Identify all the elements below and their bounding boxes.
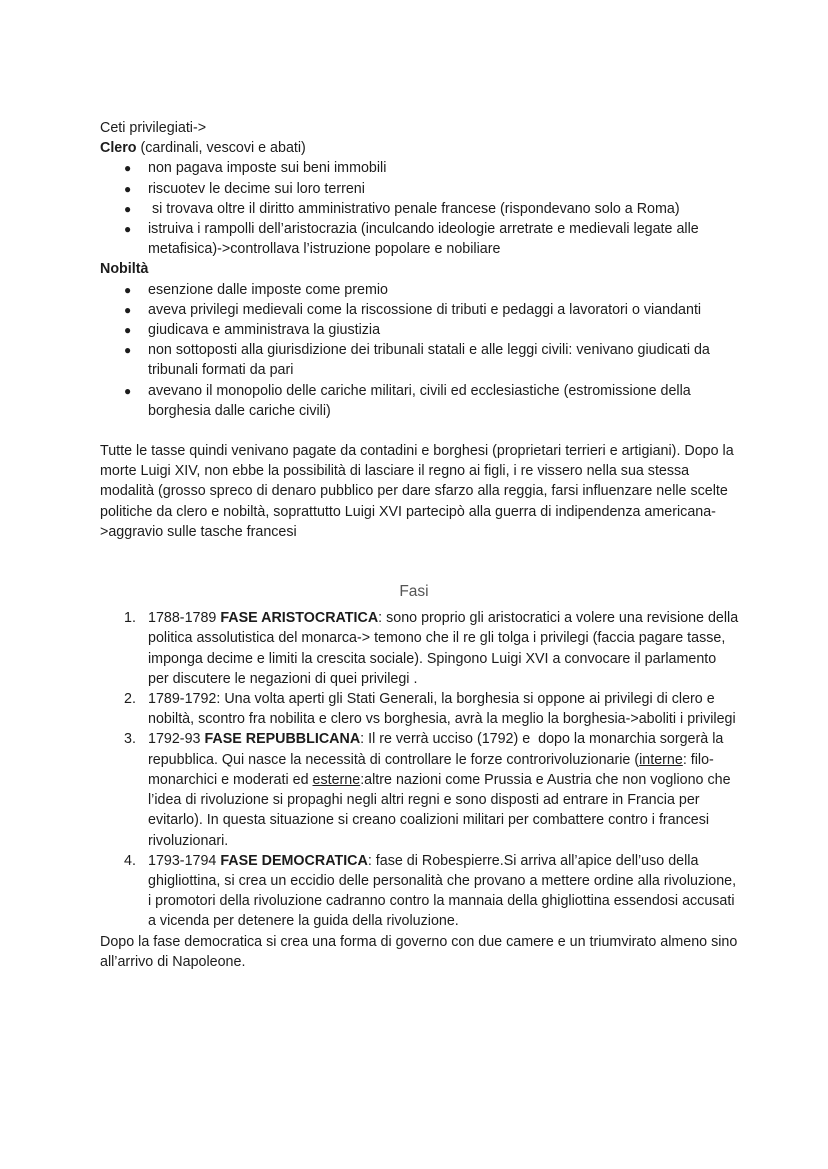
clero-heading	[100, 138, 740, 158]
phase-name: FASE REPUBBLICANA	[204, 731, 361, 748]
phase-date: 1792-93	[148, 731, 205, 748]
list-item	[100, 199, 740, 219]
document-page	[100, 118, 740, 972]
list-item	[100, 280, 740, 300]
list-item	[100, 158, 740, 178]
phase-text: : filo-monarchici e moderati ed	[148, 751, 714, 788]
bullet-icon: ●	[124, 302, 132, 317]
clero-subtitle: (cardinali, vescovi e abati)	[136, 140, 306, 157]
list-item-text: non pagava imposte sui beni immobili	[148, 160, 387, 177]
phase-date: 1788-1789	[148, 610, 221, 627]
list-item	[100, 320, 740, 340]
phase-name: FASE ARISTOCRATICA	[220, 610, 379, 627]
phase-text: : fase di Robespierre.Si arriva all’apice dell’uso della ghigliottina, si crea un eccidio delle personalità che provano a mettere ordine alla rivoluzione, i promotori della rivoluzione cadranno contro la mannaia della ghigliottina essendosi accusati a vicenda per detenere la guida della rivoluzione.	[148, 852, 737, 930]
bullet-icon: ●	[124, 181, 132, 196]
list-number: 4.	[124, 852, 136, 869]
phase-text: : Il re verrà ucciso (1792) e dopo la monarchia sorgerà la repubblica. Qui nasce la necessità di controllare le forze controrivoluzionarie (	[148, 731, 728, 768]
list-item-text: esenzione dalle imposte come premio	[148, 281, 388, 298]
nobilta-title: Nobiltà	[100, 261, 149, 278]
fasi-heading: Fasi	[399, 583, 429, 601]
closing-paragraph: Dopo la fase democratica si crea una forma di governo con due camere e un triumvirato almeno sino all’arrivo di Napoleone.	[100, 933, 738, 970]
phase-item-4	[100, 851, 740, 932]
list-item-text: aveva privilegi medievali come la riscossione di tributi e pedaggi a lavoratori o viandanti	[148, 301, 702, 318]
list-item-text: non sottoposti alla giurisdizione dei tribunali statali e alle leggi civili: venivano giudicati da tribunali formati da pari	[148, 342, 710, 379]
phase-item-2	[100, 689, 740, 729]
bullet-icon: ●	[124, 161, 132, 176]
list-item-text: avevano il monopolio delle cariche militari, civili ed ecclesiastiche (estromissione della borghesia dalle cariche civili)	[148, 382, 691, 419]
underlined-term-esterne: esterne	[312, 771, 361, 788]
list-number: 1.	[124, 610, 136, 627]
phase-item-3	[100, 729, 740, 850]
underlined-term-interne: interne	[639, 751, 683, 768]
phases-list	[100, 608, 740, 931]
phase-item-1	[100, 608, 740, 689]
intro-line: Ceti privilegiati->	[100, 120, 207, 136]
list-item	[100, 381, 740, 421]
list-item	[100, 179, 740, 199]
list-item-text: giudicava e amministrava la giustizia	[148, 322, 381, 339]
phase-text: :altre nazioni come Prussia e Austria che non vogliono che l’idea di rivoluzione si propaghi negli altri regni e sono disposti ad entrare in Francia per evitarlo). In questa situazione si creano coalizioni militari per combattere contro i francesi rivoluzionari.	[148, 771, 731, 849]
list-item	[100, 340, 740, 380]
taxes-paragraph: Tutte le tasse quindi venivano pagate da contadini e borghesi (proprietari terrieri e artigiani). Dopo la morte Luigi XIV, non ebbe la possibilità di lasciare il regno ai figli, i re vissero nella sua stessa modalità (grosso spreco di denaro pubblico per dare sfarzo alla reggia, farsi influenzare nelle scelte politiche da clero e nobiltà, soprattutto Luigi XVI partecipò alla guerra di indipendenza americana->aggravio sulle tasche francesi	[100, 443, 734, 540]
clero-list	[100, 158, 740, 259]
list-number: 3.	[124, 731, 136, 748]
list-item-text: si trovava oltre il diritto amministrativo penale francese (rispondevano solo a Roma)	[148, 200, 680, 217]
phase-text: : sono proprio gli aristocratici a volere una revisione della politica assolutistica del monarca-> temono che il re gli tolga i privilegi (faccia pagare tasse, imponga decime e limiti la crescita sociale). Spingono Luigi XVI a convocare il parlamento per discutere le negazioni di quei privilegi .	[148, 610, 739, 687]
list-item-text: riscuotev le decime sui loro terreni	[148, 180, 365, 197]
bullet-icon: ●	[124, 383, 132, 398]
bullet-icon: ●	[124, 343, 132, 358]
phase-text: 1789-1792: Una volta aperti gli Stati Generali, la borghesia si oppone ai privilegi di clero e nobiltà, scontro fra nobilita e clero vs borghesia, avrà la meglio la borghesia->aboliti i privilegi	[148, 691, 736, 728]
nobilta-list	[100, 280, 740, 421]
bullet-icon: ●	[124, 282, 132, 297]
phase-name: FASE DEMOCRATICA	[220, 852, 368, 869]
phase-date: 1793-1794	[148, 852, 221, 869]
list-item	[100, 300, 740, 320]
bullet-icon: ●	[124, 323, 132, 338]
list-item	[100, 219, 740, 259]
clero-title: Clero	[100, 140, 137, 157]
list-item-text: istruiva i rampolli dell’aristocrazia (inculcando ideologie arretrate e medievali legate alle metafisica)->controllava l’istruzione popolare e nobiliare	[148, 221, 699, 258]
bullet-icon: ●	[124, 201, 132, 216]
list-number: 2.	[124, 691, 136, 708]
bullet-icon: ●	[124, 222, 132, 237]
